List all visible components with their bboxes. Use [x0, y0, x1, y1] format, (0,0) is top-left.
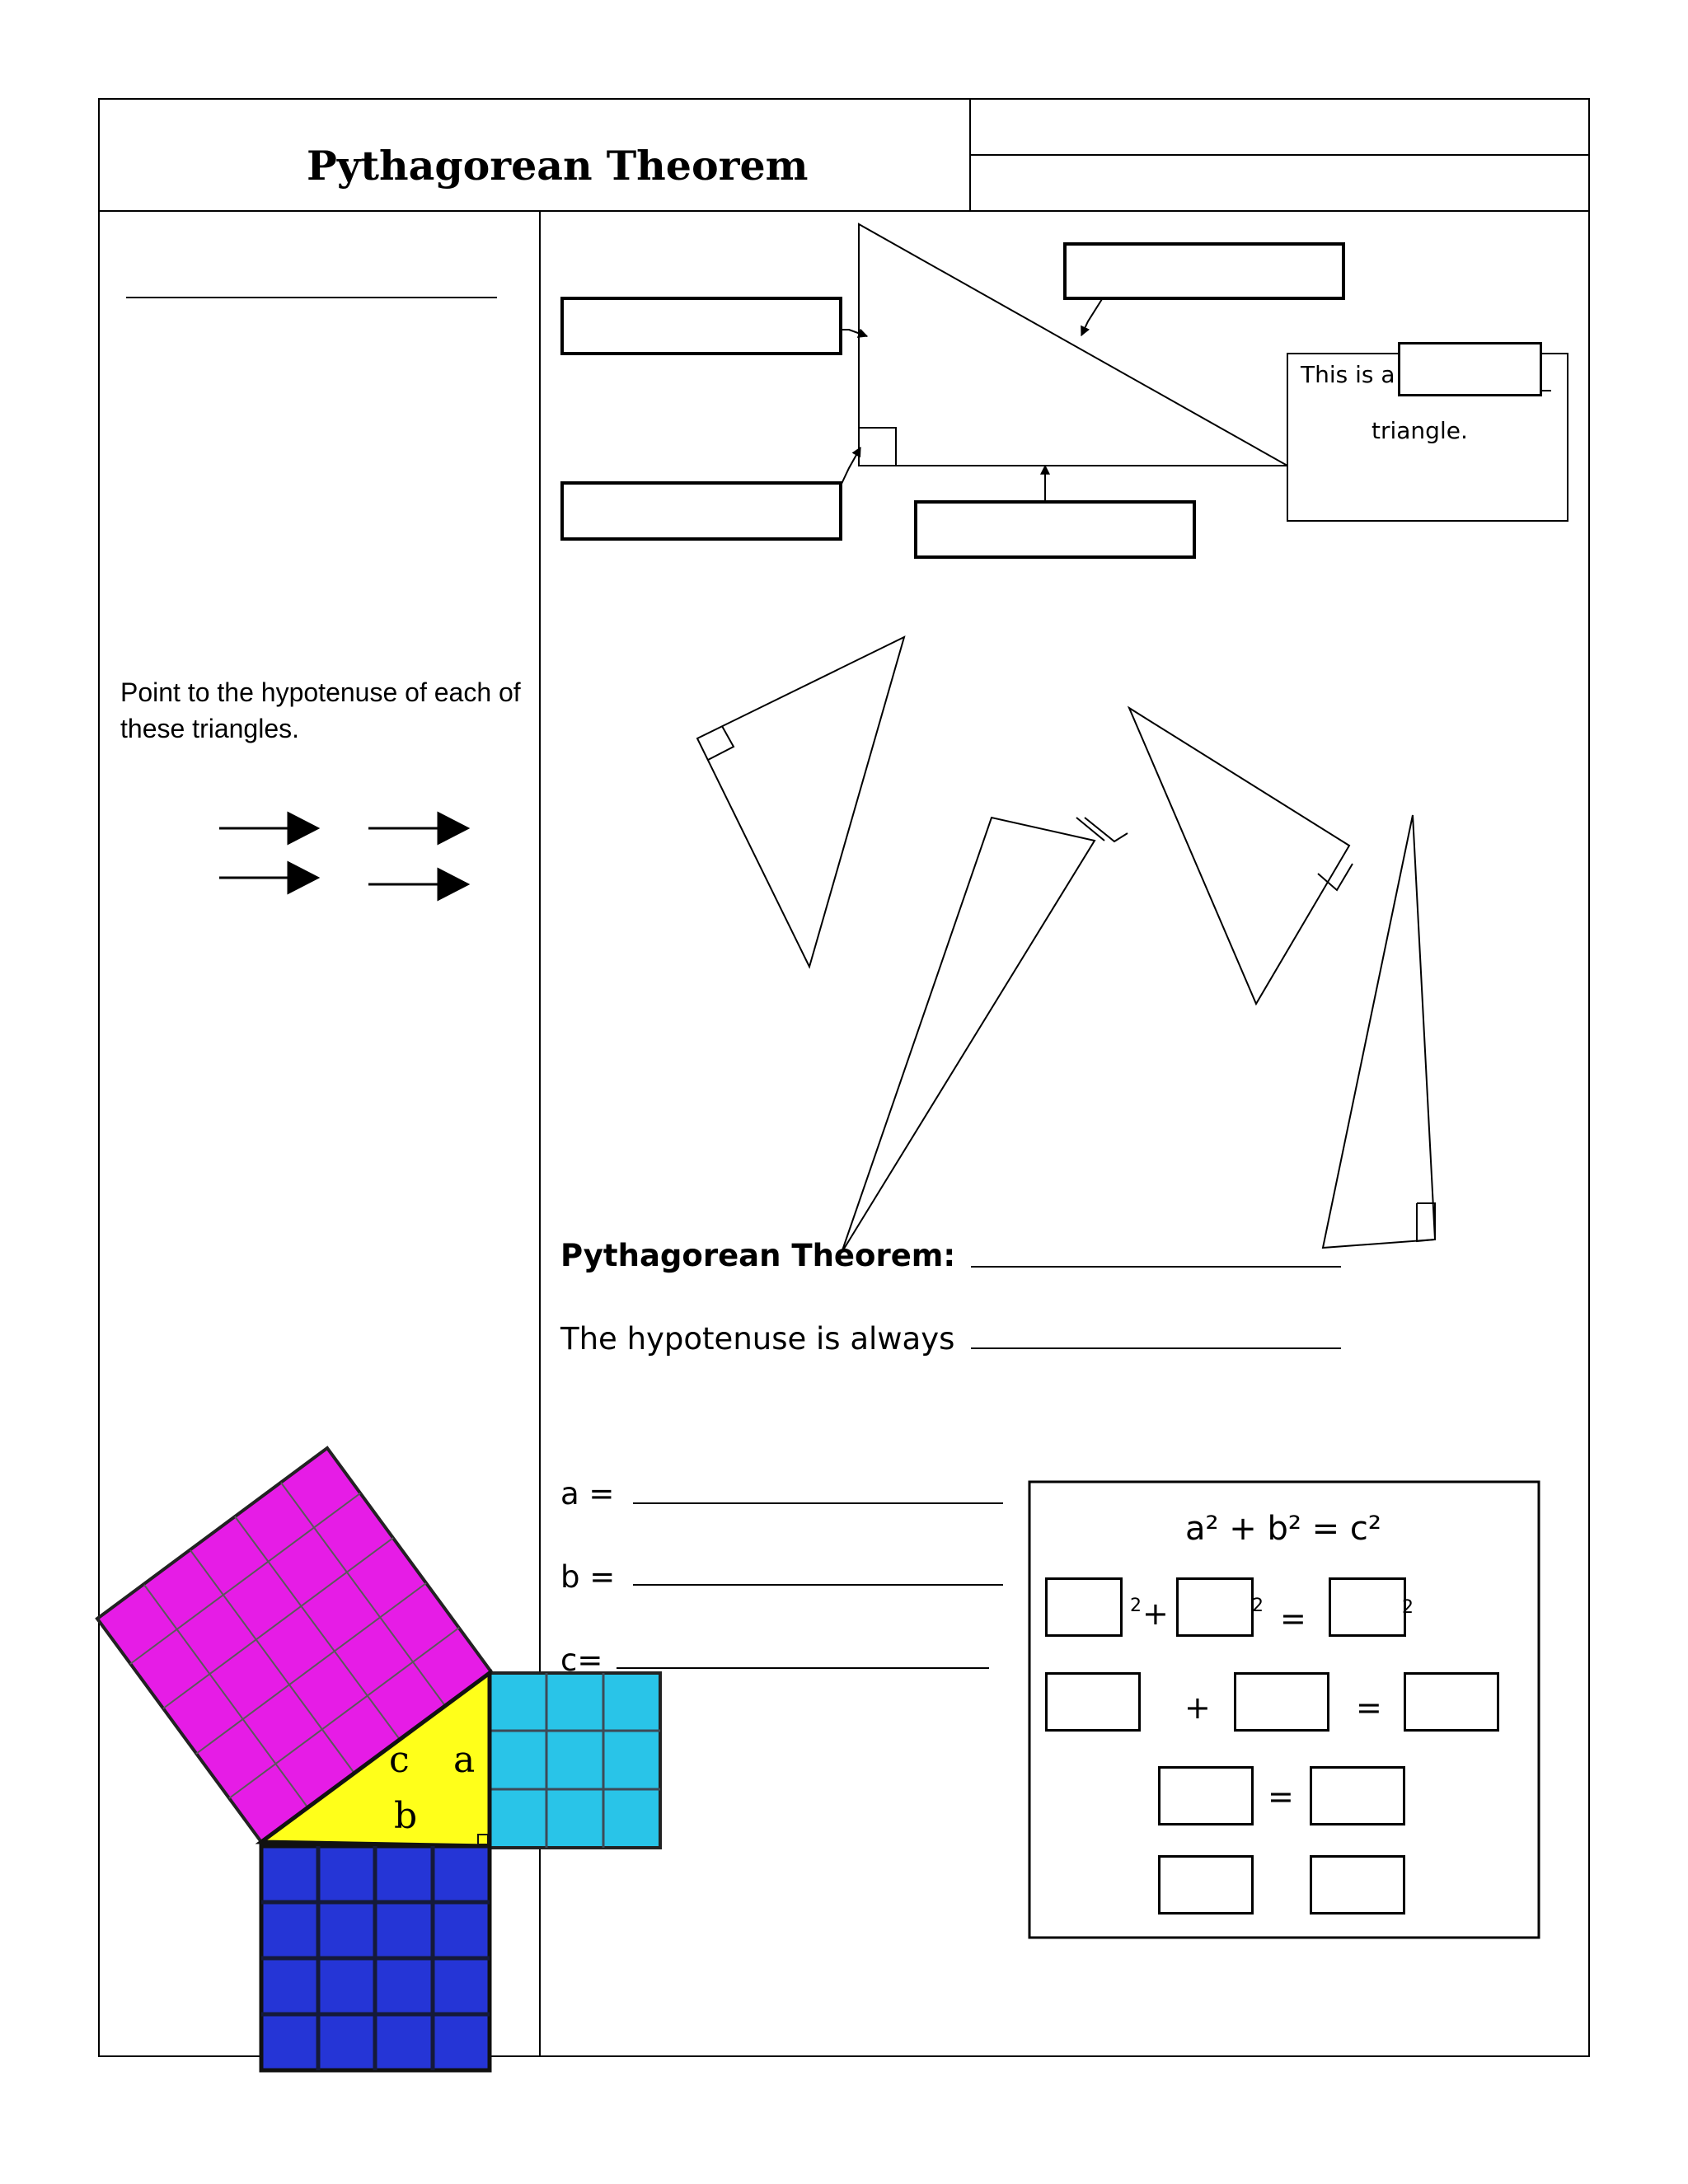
equals-sign-1: = [1280, 1601, 1306, 1637]
plus-sign-2: + [1184, 1690, 1211, 1726]
formula-text: a² + b² = c² [1185, 1510, 1381, 1548]
formula-input-root[interactable] [1158, 1855, 1254, 1915]
instruction-text [120, 674, 532, 747]
formula-input-b-squared[interactable] [1234, 1672, 1329, 1732]
equals-sign-3: = [1268, 1779, 1294, 1815]
label-input-bottom[interactable] [915, 501, 1195, 558]
label-input-hypotenuse[interactable] [1064, 243, 1344, 299]
page-title: Pythagorean Theorem [307, 142, 809, 190]
formula-input-a-squared[interactable] [1045, 1672, 1141, 1732]
theorem-label: Pythagorean Theorem: [560, 1238, 956, 1273]
arrow-icons [219, 813, 467, 899]
diagram-label-b: b [394, 1795, 418, 1837]
formula-input-a[interactable] [1045, 1577, 1123, 1637]
var-b-label: b = [560, 1559, 616, 1595]
plus-sign-1: + [1142, 1596, 1169, 1632]
practice-triangle-3 [1129, 708, 1353, 1004]
superscript-2: 2 [1252, 1596, 1264, 1616]
var-a-label: a = [560, 1476, 615, 1511]
formula-input-c[interactable] [1329, 1577, 1406, 1637]
superscript-1: 2 [1130, 1596, 1142, 1616]
instruction-line: Point to the hypotenuse of each of these triangles. [120, 677, 521, 743]
formula-input-c-final[interactable] [1310, 1855, 1405, 1915]
square-b [261, 1846, 490, 2070]
practice-triangle-2 [842, 818, 1128, 1253]
superscript-3: 2 [1402, 1597, 1414, 1618]
pythagoras-diagram [97, 1448, 660, 2070]
formula-input-sum[interactable] [1158, 1766, 1254, 1825]
practice-triangle-4 [1323, 815, 1435, 1248]
practice-triangle-1 [697, 637, 904, 967]
callout-suffix: triangle. [1372, 417, 1468, 444]
diagram-label-c: c [389, 1739, 410, 1781]
label-arrows [842, 299, 1102, 501]
square-a [490, 1673, 660, 1848]
label-input-left-top[interactable] [561, 298, 842, 354]
diagram-label-a: a [453, 1739, 476, 1781]
formula-input-c-squared-2[interactable] [1310, 1766, 1405, 1825]
equals-sign-2: = [1356, 1690, 1382, 1726]
formula-input-b[interactable] [1176, 1577, 1254, 1637]
callout-prefix: This is a [1301, 361, 1395, 388]
var-c-label: c= [560, 1643, 603, 1678]
label-input-left-bottom[interactable] [561, 482, 842, 540]
formula-input-c-squared[interactable] [1404, 1672, 1499, 1732]
practice-triangles [697, 637, 1435, 1253]
hypotenuse-statement: The hypotenuse is always [560, 1321, 955, 1357]
triangle-type-input[interactable] [1399, 343, 1541, 396]
